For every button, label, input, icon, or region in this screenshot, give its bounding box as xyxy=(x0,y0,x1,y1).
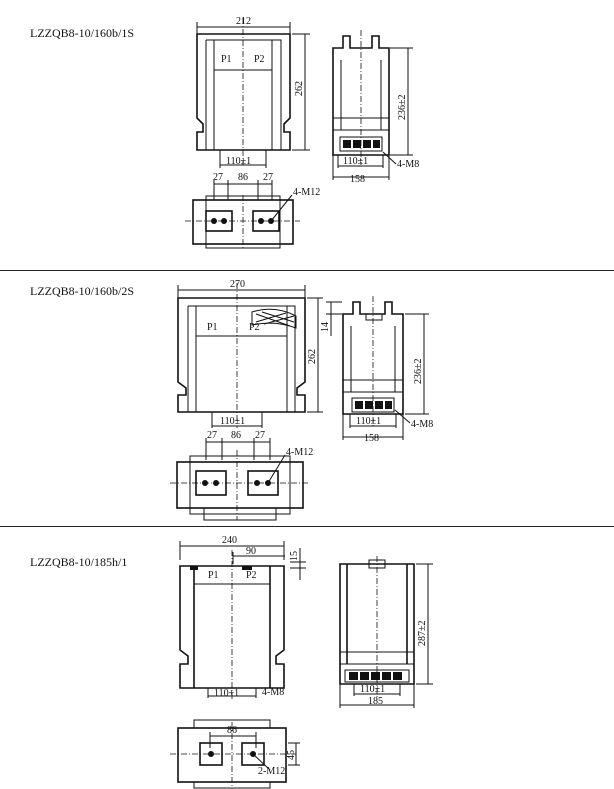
section-1-front-view xyxy=(197,16,310,168)
section-3-side-view xyxy=(340,556,433,708)
section-3-bottom-view xyxy=(170,720,300,788)
s3-front-inner: 90 xyxy=(246,546,256,557)
s2-front-p1: P1 xyxy=(207,322,218,333)
s2-bottom-d2: 86 xyxy=(231,430,241,441)
s2-front-p2: P2 xyxy=(249,322,260,333)
s3-bottom-side: 45 xyxy=(286,750,297,760)
s1-front-p2: P2 xyxy=(254,54,265,65)
s2-side-height: 236±2 xyxy=(413,358,424,384)
s1-front-height: 262 xyxy=(294,81,305,96)
s3-front-bolt: 4-M8 xyxy=(262,687,285,698)
section-3-front-view xyxy=(180,535,306,700)
s3-front-base: 110±1 xyxy=(214,688,240,699)
s2-front-height: 262 xyxy=(307,349,318,364)
s1-side-height: 236±2 xyxy=(397,94,408,120)
s1-bottom-d3: 27 xyxy=(263,172,273,183)
s2-side-depth: 158 xyxy=(364,433,379,444)
s1-front-width: 212 xyxy=(236,16,251,27)
s2-side-bolt: 4-M8 xyxy=(411,419,434,430)
section-2-front-view xyxy=(178,279,323,428)
s1-bottom-bolt: 4-M12 xyxy=(293,187,321,198)
model-label-3: LZZQB8-10/185h/1 xyxy=(30,555,128,569)
s1-front-p1: P1 xyxy=(221,54,232,65)
s3-front-p1: P1 xyxy=(208,570,219,581)
s3-front-top: 15 xyxy=(289,551,300,561)
s1-side-depth: 158 xyxy=(350,174,365,185)
s1-bottom-d2: 86 xyxy=(238,172,248,183)
s2-front-width: 270 xyxy=(230,279,245,290)
section-2-bottom-view xyxy=(170,430,313,520)
s3-bottom-d2: 86 xyxy=(227,725,237,736)
section-1-bottom-view xyxy=(185,172,320,250)
s1-side-bolt: 4-M8 xyxy=(397,159,420,170)
s2-bottom-d3: 27 xyxy=(255,430,265,441)
s3-side-height: 287±2 xyxy=(417,620,428,646)
model-label-1: LZZQB8-10/160b/1S xyxy=(30,26,134,40)
s3-front-p2: P2 xyxy=(246,570,257,581)
s1-bottom-d1: 27 xyxy=(213,172,223,183)
s1-side-base: 110±1 xyxy=(343,156,369,167)
s2-bottom-d1: 27 xyxy=(207,430,217,441)
s2-front-base: 110±1 xyxy=(220,416,246,427)
section-1-side-view xyxy=(333,30,419,185)
s1-front-base: 110±1 xyxy=(226,156,252,167)
s2-side-top: 14 xyxy=(320,322,331,332)
s2-bottom-bolt: 4-M12 xyxy=(286,447,314,458)
section-2-side-view xyxy=(320,296,433,444)
s3-side-base: 110±1 xyxy=(360,684,386,695)
model-label-2: LZZQB8-10/160b/2S xyxy=(30,284,134,298)
s3-side-depth: 185 xyxy=(368,696,383,707)
s2-side-base: 110±1 xyxy=(356,416,382,427)
s3-bottom-bolt: 2-M12 xyxy=(258,766,286,777)
s3-front-width: 240 xyxy=(222,535,237,546)
